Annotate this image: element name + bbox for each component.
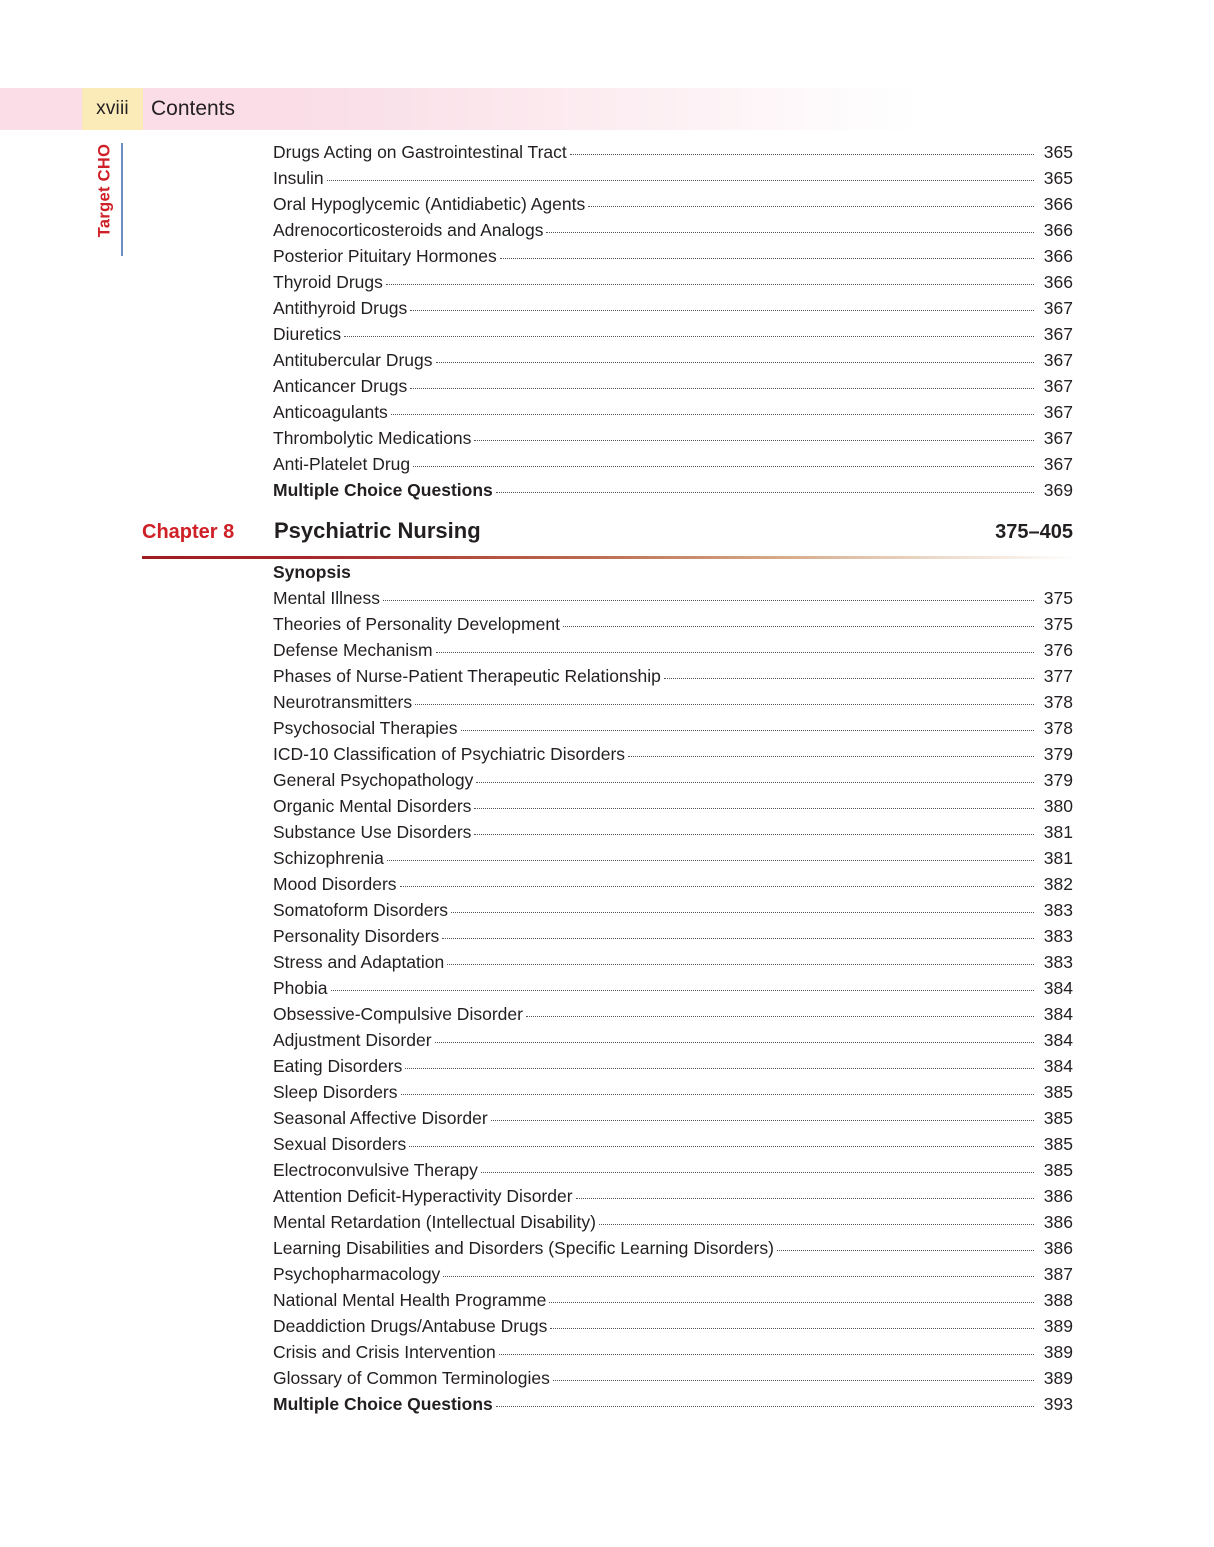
toc-entry-page-number: 389 [1043,1316,1073,1336]
toc-entry [273,666,1073,692]
toc-dot-leader [401,1094,1035,1095]
toc-dot-leader [451,912,1034,913]
toc-dot-leader [474,808,1034,809]
toc-entry-label: Seasonal Affective Disorder [273,1108,488,1128]
toc-entry-page-number: 376 [1043,640,1073,660]
toc-dot-leader [387,860,1034,861]
toc-entry-page-number: 367 [1043,454,1073,474]
toc-entry-label: Substance Use Disorders [273,822,472,842]
toc-entry [273,1368,1073,1394]
toc-entry-label: Anticoagulants [273,402,388,422]
toc-entry-page-number: 381 [1043,848,1073,868]
toc-entry-label: Insulin [273,168,324,188]
chapter-divider-rule [142,556,1073,559]
toc-dot-leader [474,834,1034,835]
toc-entry-label: ICD-10 Classification of Psychiatric Disorders [273,744,626,764]
toc-dot-leader [499,1354,1034,1355]
toc-dot-leader [443,1276,1034,1277]
toc-entry [273,1056,1073,1082]
toc-entry [273,1108,1073,1134]
toc-entry-label: Phases of Nurse-Patient Therapeutic Relationship [273,666,661,686]
toc-entry-label: General Psychopathology [273,770,474,790]
toc-dot-leader [410,388,1034,389]
chapter-heading-row [142,518,1073,550]
toc-dot-leader [526,1016,1034,1017]
toc-entry-page-number: 388 [1043,1290,1073,1310]
toc-dot-leader [570,154,1034,155]
toc-entry-page-number: 385 [1043,1108,1073,1128]
toc-entry [273,640,1073,666]
toc-entry-label: Personality Disorders [273,926,440,946]
toc-entry-page-number: 389 [1043,1342,1073,1362]
toc-entry [273,402,1073,428]
toc-entry-page-number: 383 [1043,952,1073,972]
toc-dot-leader [546,232,1034,233]
toc-entry [273,1290,1073,1316]
toc-entry [273,324,1073,350]
toc-dot-leader [549,1302,1034,1303]
toc-entry [273,454,1073,480]
toc-entry [273,1004,1073,1030]
toc-dot-leader [442,938,1034,939]
chapter-title: Psychiatric Nursing [274,518,481,543]
toc-entry-page-number: 367 [1043,376,1073,396]
toc-dot-leader [435,1042,1034,1043]
toc-entry-page-number: 385 [1043,1082,1073,1102]
toc-entry-label: Adrenocorticosteroids and Analogs [273,220,544,240]
toc-entry [273,718,1073,744]
toc-entry-page-number: 379 [1043,744,1073,764]
toc-entry-label: Mental Illness [273,588,380,608]
toc-entry-label: Mood Disorders [273,874,397,894]
toc-entry-page-number: 375 [1043,614,1073,634]
toc-entry [273,272,1073,298]
toc-entry [273,1082,1073,1108]
toc-entry-page-number: 379 [1043,770,1073,790]
toc-entry-page-number: 381 [1043,822,1073,842]
toc-entry-page-number: 384 [1043,1056,1073,1076]
toc-entry [273,1186,1073,1212]
toc-entry-page-number: 393 [1043,1394,1073,1414]
toc-entry [273,692,1073,718]
toc-entry-page-number: 366 [1043,272,1073,292]
toc-dot-leader [447,964,1034,965]
toc-entry-label: Crisis and Crisis Intervention [273,1342,496,1362]
toc-entry-label: Drugs Acting on Gastrointestinal Tract [273,142,567,162]
toc-dot-leader [436,652,1034,653]
toc-entry-label: Phobia [273,978,328,998]
chapter-heading-block [142,518,1073,559]
toc-entry-page-number: 367 [1043,298,1073,318]
toc-dot-leader [496,1406,1034,1407]
toc-entry-page-number: 377 [1043,666,1073,686]
toc-entry-label: Anti-Platelet Drug [273,454,411,474]
page-header [0,88,1214,130]
toc-entry-label: Deaddiction Drugs/Antabuse Drugs [273,1316,548,1336]
toc-entry-label: National Mental Health Programme [273,1290,547,1310]
toc-dot-leader [481,1172,1034,1173]
toc-entry-label: Glossary of Common Terminologies [273,1368,550,1388]
toc-entry-page-number: 384 [1043,1004,1073,1024]
toc-dot-leader [344,336,1034,337]
toc-entry-label: Adjustment Disorder [273,1030,432,1050]
toc-entry [273,194,1073,220]
toc-dot-leader [383,600,1034,601]
toc-dot-leader [777,1250,1034,1251]
toc-entry [273,1394,1073,1420]
toc-entry-label: Electroconvulsive Therapy [273,1160,478,1180]
thumb-tab-label: Target CHO [95,143,114,238]
toc-entry [273,822,1073,848]
toc-dot-leader [415,704,1034,705]
toc-entry [273,350,1073,376]
toc-entry-label: Oral Hypoglycemic (Antidiabetic) Agents [273,194,586,214]
toc-entry [273,952,1073,978]
toc-entry [273,614,1073,640]
toc-entry-label: Theories of Personality Development [273,614,560,634]
toc-entry-label: Thrombolytic Medications [273,428,472,448]
toc-dot-leader [588,206,1034,207]
toc-dot-leader [461,730,1035,731]
toc-chapter-entries [273,562,1073,1420]
toc-dot-leader [563,626,1034,627]
toc-dot-leader [409,1146,1034,1147]
toc-entry-label: Antithyroid Drugs [273,298,408,318]
toc-entry [273,428,1073,454]
toc-entry-label: Eating Disorders [273,1056,403,1076]
toc-entry-label: Stress and Adaptation [273,952,445,972]
toc-entry-label: Obsessive-Compulsive Disorder [273,1004,523,1024]
toc-dot-leader [496,492,1034,493]
toc-dot-leader [474,440,1034,441]
toc-entry-label: Schizophrenia [273,848,384,868]
toc-dot-leader [386,284,1034,285]
toc-entry [273,926,1073,952]
toc-entry [273,1238,1073,1264]
toc-dot-leader [331,990,1035,991]
toc-entry-page-number: 384 [1043,1030,1073,1050]
toc-entry-page-number: 378 [1043,718,1073,738]
toc-entry-page-number: 386 [1043,1238,1073,1258]
chapter-page-range: 375–405 [995,521,1073,543]
toc-dot-leader [391,414,1034,415]
toc-entry [273,978,1073,1004]
toc-entry-label: Somatoform Disorders [273,900,449,920]
toc-dot-leader [550,1328,1034,1329]
toc-entry [273,562,1073,588]
thumb-tab-rule [121,143,123,256]
toc-entry-page-number: 380 [1043,796,1073,816]
toc-entry-page-number: 367 [1043,324,1073,344]
toc-entry-label: Psychosocial Therapies [273,718,458,738]
toc-entry-page-number: 383 [1043,900,1073,920]
toc-dot-leader [405,1068,1034,1069]
toc-entry-page-number: 389 [1043,1368,1073,1388]
toc-entry [273,142,1073,168]
toc-entry-label: Organic Mental Disorders [273,796,472,816]
page-title: Contents [151,97,236,120]
page-folio-number: xviii [96,98,129,119]
toc-dot-leader [576,1198,1034,1199]
toc-entry-label: Neurotransmitters [273,692,413,712]
toc-entry [273,1160,1073,1186]
toc-entry [273,1316,1073,1342]
toc-entry-page-number: 366 [1043,220,1073,240]
toc-entry-label: Sexual Disorders [273,1134,407,1154]
toc-dot-leader [410,310,1034,311]
toc-entry-label: Anticancer Drugs [273,376,408,396]
toc-entry-page-number: 375 [1043,588,1073,608]
toc-entry [273,168,1073,194]
toc-entry-page-number: 382 [1043,874,1073,894]
toc-entry [273,220,1073,246]
toc-entry-page-number: 386 [1043,1212,1073,1232]
toc-entry-label: Diuretics [273,324,342,344]
toc-entry-page-number: 386 [1043,1186,1073,1206]
toc-entry-page-number: 387 [1043,1264,1073,1284]
toc-entry-label: Sleep Disorders [273,1082,398,1102]
toc-entry [273,848,1073,874]
toc-dot-leader [553,1380,1034,1381]
toc-dot-leader [413,466,1034,467]
toc-entry-page-number: 365 [1043,168,1073,188]
toc-entry [273,376,1073,402]
toc-entry-page-number: 378 [1043,692,1073,712]
toc-entry-label: Multiple Choice Questions [273,480,493,500]
toc-entry-page-number: 366 [1043,194,1073,214]
toc-entry [273,1342,1073,1368]
toc-entry-page-number: 367 [1043,350,1073,370]
toc-entry [273,1264,1073,1290]
toc-entry-label: Mental Retardation (Intellectual Disability) [273,1212,596,1232]
toc-dot-leader [599,1224,1034,1225]
toc-dot-leader [476,782,1034,783]
toc-entry-page-number: 367 [1043,428,1073,448]
toc-dot-leader [500,258,1034,259]
toc-dot-leader [327,180,1034,181]
toc-entry-label: Attention Deficit-Hyperactivity Disorder [273,1186,573,1206]
toc-entry [273,588,1073,614]
toc-entry-label: Posterior Pituitary Hormones [273,246,497,266]
toc-dot-leader [491,1120,1034,1121]
toc-entry [273,1030,1073,1056]
toc-entry [273,298,1073,324]
toc-entry [273,246,1073,272]
toc-entry-label: Antitubercular Drugs [273,350,433,370]
chapter-number: Chapter 8 [142,521,235,543]
thumb-tab [88,138,122,258]
toc-entry-label: Psychopharmacology [273,1264,441,1284]
toc-entry [273,900,1073,926]
toc-entry [273,1134,1073,1160]
toc-entry [273,770,1073,796]
toc-entry-page-number: 385 [1043,1160,1073,1180]
toc-entry-page-number: 366 [1043,246,1073,266]
toc-entry-page-number: 365 [1043,142,1073,162]
toc-entry-label: Synopsis [273,562,351,582]
toc-entry-page-number: 385 [1043,1134,1073,1154]
toc-entry-label: Defense Mechanism [273,640,433,660]
toc-entry [273,1212,1073,1238]
toc-entry [273,874,1073,900]
toc-entry-label: Thyroid Drugs [273,272,383,292]
toc-dot-leader [400,886,1034,887]
toc-entry [273,796,1073,822]
toc-entry-page-number: 367 [1043,402,1073,422]
toc-entry-page-number: 369 [1043,480,1073,500]
toc-entry-label: Learning Disabilities and Disorders (Specific Learning Disorders) [273,1238,774,1258]
toc-dot-leader [436,362,1034,363]
toc-entry [273,744,1073,770]
toc-continued-entries [273,142,1073,506]
toc-entry-page-number: 383 [1043,926,1073,946]
toc-entry [273,480,1073,506]
toc-dot-leader [628,756,1034,757]
toc-entry-label: Multiple Choice Questions [273,1394,493,1414]
toc-dot-leader [664,678,1034,679]
toc-entry-page-number: 384 [1043,978,1073,998]
